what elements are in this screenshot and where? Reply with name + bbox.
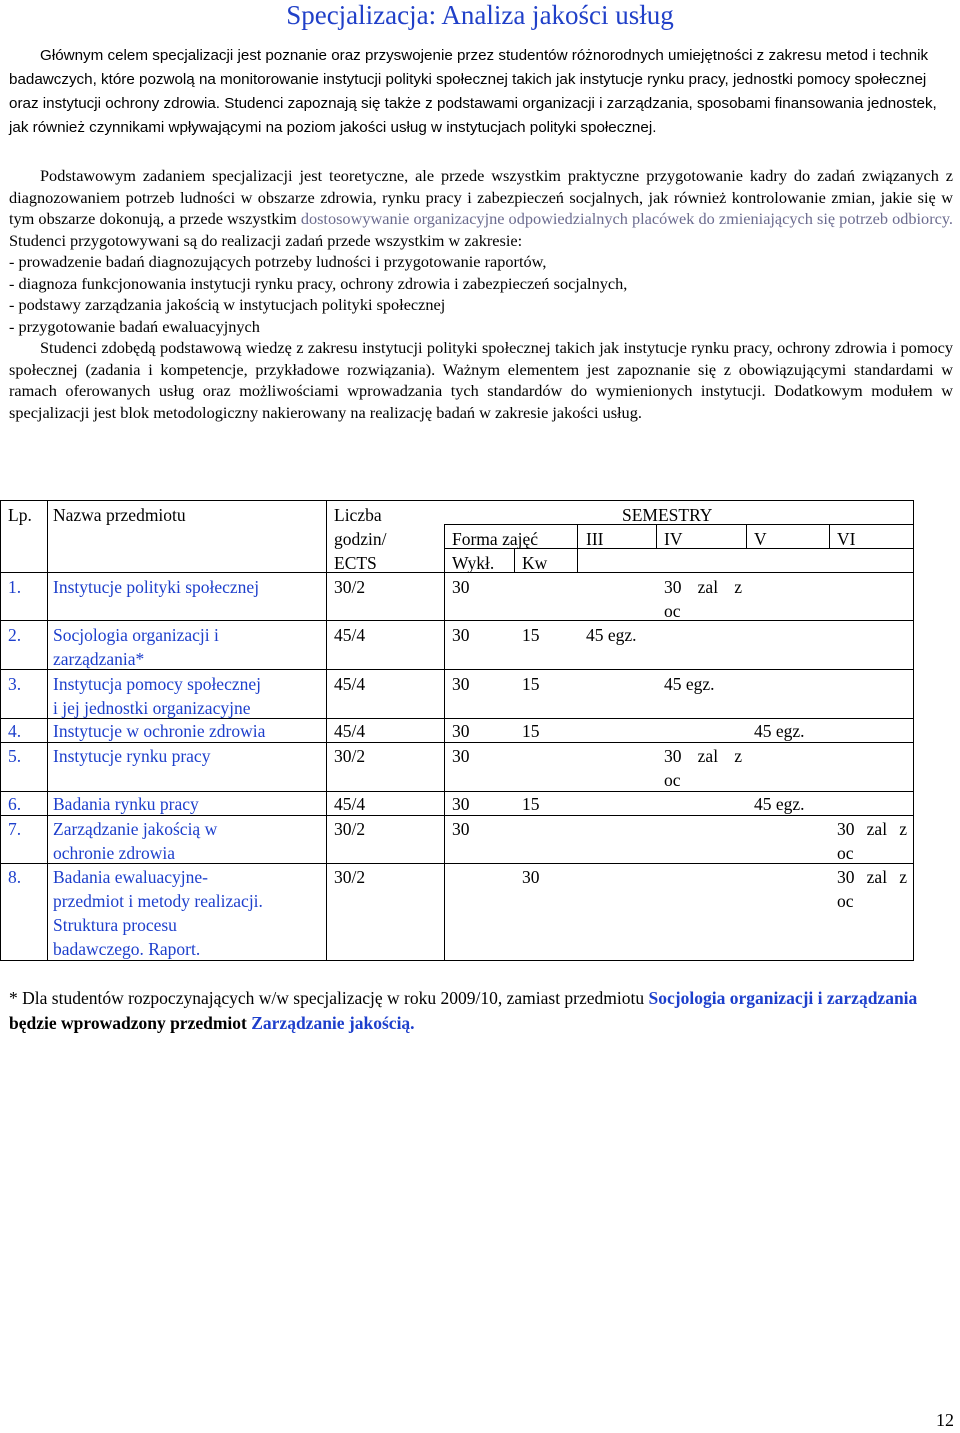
row-semester-iv: oc (664, 601, 681, 621)
row-semester-iv: 30 zal z (664, 577, 742, 597)
row-semester-vi: 30 zal z (837, 867, 907, 887)
row-subject: Socjologia organizacji i (53, 625, 219, 645)
row-semester-vi: oc (837, 843, 854, 863)
course-table (0, 500, 960, 961)
footnote-text-bold: będzie wprowadzony przedmiot (9, 1013, 252, 1033)
header-semester-iii: III (586, 529, 604, 549)
description-section (9, 165, 953, 423)
bullet-item: - przygotowanie badań ewaluacyjnych (9, 316, 260, 336)
row-semester-iii: 45 egz. (586, 625, 637, 645)
header-hours: Liczba (334, 505, 382, 525)
row-lecture: 30 (452, 746, 470, 766)
header-lecture: Wykł. (452, 553, 495, 573)
row-lecture: 30 (452, 625, 470, 645)
row-hours: 30/2 (334, 867, 366, 887)
row-lp: 8. (8, 867, 22, 887)
row-subject: Struktura procesu (53, 915, 177, 935)
footnote-subject-old: Socjologia organizacji i zarządzania (648, 988, 918, 1008)
bullet-item: - diagnoza funkcjonowania instytucji rynku pracy, ochrony zdrowia i zabezpieczeń socjalnych, (9, 273, 628, 293)
row-class: 15 (522, 794, 540, 814)
footnote (9, 986, 949, 1036)
row-lecture: 30 (452, 721, 470, 741)
row-lecture: 30 (452, 674, 470, 694)
header-form: Forma zajęć (452, 529, 538, 549)
row-subject: zarządzania* (53, 649, 145, 669)
row-subject: Zarządzanie jakością w (53, 819, 218, 839)
row-lp: 7. (8, 819, 22, 839)
tasks-text: Podstawowym zadaniem specjalizacji jest teoretyczne, ale przede wszystkim praktyczne przygotowanie kadry do zadań związanych z diagnozowaniem potrzeb ludności w obszarze zdrowia, rynku pracy i zabezpieczeń socjalnych, jak również kontrolowanie zmian, jakie się w tym obszarze dokonują, a przede wszystkim (9, 166, 953, 228)
row-class: 15 (522, 721, 540, 741)
bullet-item: - podstawy zarządzania jakością w instytucjach polityki społecznej (9, 295, 446, 314)
row-subject: ochronie zdrowia (53, 843, 175, 863)
row-subject: Instytucje polityki społecznej (53, 577, 260, 597)
intro-text: Głównym celem specjalizacji jest poznanie oraz przyswojenie przez studentów różnorodnych umiejętności z zakresu metod i technik badawczych, które pozwolą na monitorowanie instytucji polityki społecznej takich jak instytucje rynku pracy, jednostki pomocy społecznej oraz instytucji ochrony zdrowia. Studenci zapoznają się także z podstawami organizacji i zarządzania, sposobami finansowania jednostek, jak również czynnikami wpływającymi na poziom jakości usług w instytucjach polityki społecznej. (9, 47, 937, 136)
row-class: 30 (522, 867, 540, 887)
header-hours: godzin/ (334, 529, 387, 549)
header-hours: ECTS (334, 553, 377, 573)
intro-paragraph (9, 44, 953, 140)
row-semester-vi: 30 zal z (837, 819, 907, 839)
row-class: 15 (522, 674, 540, 694)
row-semester-vi: oc (837, 891, 854, 911)
row-subject: Instytucje w ochronie zdrowia (53, 721, 266, 741)
footnote-subject-new: Zarządzanie jakością. (251, 1013, 415, 1033)
row-subject: Badania rynku pracy (53, 794, 199, 814)
knowledge-text: Studenci zdobędą podstawową wiedzę z zakresu instytucji polityki społecznej takich jak instytucje rynku pracy, ochrony zdrowia i pomocy społecznej (zadania i kompetencje, przykładowe rozwiązania). Ważnym elementem jest zapoznanie się z obowiązującymi standardami w ramach oferowanych usług oraz możliwościami wprowadzania tych standardów do wymienionych instytucji. Dodatkowym modułem w specjalizacji jest blok metodologiczny nakierowany na realizację badań w zakresie jakości usług. (9, 338, 953, 422)
page-number: 12 (936, 1410, 954, 1430)
row-lp: 6. (8, 794, 22, 814)
header-lp: Lp. (8, 505, 32, 525)
row-semester-iv: oc (664, 770, 681, 790)
row-hours: 45/4 (334, 794, 366, 814)
header-semesters: SEMESTRY (622, 505, 713, 525)
row-lp: 2. (8, 625, 22, 645)
row-hours: 45/4 (334, 721, 366, 741)
tasks-paragraph (9, 165, 953, 251)
row-hours: 30/2 (334, 819, 366, 839)
header-semester-vi: VI (837, 529, 856, 549)
row-subject: Badania ewaluacyjne- (53, 867, 208, 887)
row-subject: i jej jednostki organizacyjne (53, 698, 251, 718)
row-subject: Instytucja pomocy społecznej (53, 674, 261, 694)
row-hours: 30/2 (334, 746, 366, 766)
row-lp: 1. (8, 577, 22, 597)
row-lp: 5. (8, 746, 22, 766)
row-class: 15 (522, 625, 540, 645)
row-lecture: 30 (452, 819, 470, 839)
bullet-item: - prowadzenie badań diagnozujących potrzeby ludności i przygotowanie raportów, (9, 252, 547, 271)
row-lecture: 30 (452, 577, 470, 597)
row-lp: 4. (8, 721, 22, 741)
row-subject: badawczego. Raport. (53, 939, 201, 959)
header-subject-name: Nazwa przedmiotu (53, 505, 186, 525)
row-subject: Instytucje rynku pracy (53, 746, 211, 766)
header-semester-v: V (754, 529, 767, 549)
row-hours: 45/4 (334, 625, 366, 645)
row-lp: 3. (8, 674, 22, 694)
row-hours: 30/2 (334, 577, 366, 597)
tasks-text-continued: Studenci przygotowywani są do realizacji zadań przede wszystkim w zakresie: (9, 230, 523, 250)
row-semester-v: 45 egz. (754, 794, 805, 814)
row-lecture: 30 (452, 794, 470, 814)
knowledge-paragraph (9, 337, 953, 423)
row-semester-iv: 45 egz. (664, 674, 715, 694)
header-class: Kw (522, 553, 548, 573)
tasks-gray-text: dostosowywanie organizacyjne odpowiedzialnych placówek do zmieniających się potrzeb odbiorcy. (300, 209, 953, 228)
row-semester-v: 45 egz. (754, 721, 805, 741)
footnote-text: * Dla studentów rozpoczynających w/w specjalizację w roku 2009/10, zamiast przedmiotu (9, 988, 649, 1008)
page-title: Specjalizacja: Analiza jakości usług (286, 0, 674, 30)
header-semester-iv: IV (664, 529, 683, 549)
row-hours: 45/4 (334, 674, 366, 694)
row-subject: przedmiot i metody realizacji. (53, 891, 263, 911)
row-semester-iv: 30 zal z (664, 746, 742, 766)
